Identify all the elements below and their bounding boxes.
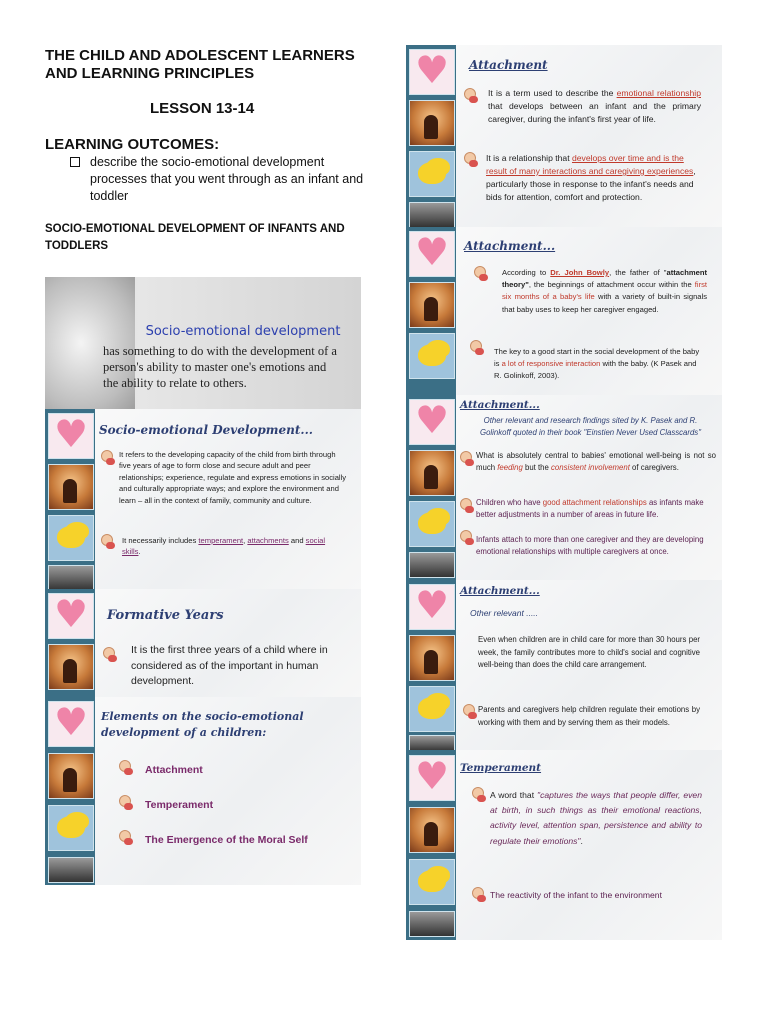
slide-intro: Other relevant and research findings sited by K. Pasek and R. Golinkoff quoted in their book "Einstien Never Used Classcards" [480,416,701,437]
duck-icon [48,805,94,851]
slide-icon-strip [45,589,95,697]
slide-paragraph [494,346,704,383]
slide-icon-strip [406,45,456,227]
baby-icon [117,829,135,847]
outcome-text: describe the socio-emotional development processes that you went through as an infant and toddler [90,155,364,203]
slide-title: Attachment... [464,239,556,253]
slide-icon-strip [406,395,456,580]
photo-icon [409,911,455,937]
text-run: What is absolutely central to babies' emotional well-being is not so much [476,451,716,473]
highlight-name: Dr. John Bowly [550,268,610,277]
slide-title: Socio-emotional Development... [99,423,313,437]
heart-icon [48,593,94,639]
slide-paragraph [476,497,716,521]
text-run: A word that [490,790,538,800]
slide-paragraph: It refers to the developing capacity of the child from birth through five years of age to form close and secure adult and peer relationships; experience, regulate and express emotions in socially and culturally appropriate ways; and explore the environment and learn – all in the context of family, community and culture. [119,450,347,505]
photo-icon [409,202,455,227]
slide-paragraph [488,87,701,126]
baby-icon [117,794,135,812]
slide-icon-strip [406,750,456,940]
slide-paragraph [476,450,716,474]
text-run: and [288,536,306,545]
text-run: , particularly those in response to the infant's needs and bids for attention, comfort and protection. [486,166,696,202]
slide-paragraph [502,267,707,316]
baby-icon [99,449,117,467]
bold-text: attachment theory" [502,268,707,290]
sunset-icon [409,807,455,853]
slide-elements [45,697,361,885]
photo-icon [409,552,455,578]
highlight-text: develops over time and is the result of many interactions and caregiving experiences [486,153,694,176]
heart-icon [48,701,94,747]
slide-temperament [406,750,722,940]
slide-title: Attachment [469,58,548,72]
text-run: It is a term used to describe the [488,88,617,98]
duck-icon [409,151,455,197]
slide-title: Attachment... [460,399,540,411]
text-run: It is a relationship that [486,153,572,163]
slide-attachment-2 [406,227,722,395]
heart-icon [409,49,455,95]
element-item: The Emergence of the Moral Self [145,834,308,846]
quote-text: "captures the ways that people differ, even at birth, in such things as their emotional reactions, activity level, attention span, persistence and ability to regulate their emotions" [490,790,702,846]
text-run: , [243,536,248,545]
duck-icon [409,333,455,379]
slide-title: Formative Years [107,608,224,623]
slide-icon-strip [45,409,95,589]
text-run: . [580,835,583,846]
text-run: The key to a good start in the social development of the baby is [494,347,700,369]
sunset-icon [409,450,455,496]
baby-icon [461,703,479,721]
baby-icon [468,339,486,357]
baby-icon [117,759,135,777]
slide-title: Temperament [460,762,542,774]
element-item: Temperament [145,799,214,811]
baby-icon [472,265,490,283]
sunset-icon [409,635,455,681]
slide-icon-strip [406,227,456,395]
slide-paragraph: Infants attach to more than one caregiver and they are developing emotional relationships with multiple caregivers at once. [476,535,704,557]
section-subheading: SOCIO-EMOTIONAL DEVELOPMENT OF INFANTS AND TODDLERS [45,223,345,252]
text-run: but the [522,463,552,473]
baby-icon [101,646,119,664]
text-run: , the father of " [609,268,667,277]
sunset-icon [409,100,455,146]
text-run: with a variety of built-in signals that baby uses to keep her caregiver engaged. [502,292,708,314]
highlight-text: consistent involvement [551,463,630,473]
slide-formative-years [45,589,361,697]
baby-icon [458,497,476,515]
baby-icon [458,450,476,468]
heart-icon [409,755,455,801]
outcome-item [70,154,370,205]
slide-title: Elements on the socio-emotional development of a children: [101,710,304,739]
baby-icon [462,151,480,169]
sunset-icon [409,282,455,328]
text-run: . [138,547,141,557]
slide-attachment-1 [406,45,722,227]
slide-paragraph [486,152,701,204]
slide-title: Attachment... [460,585,540,597]
slide-attachment-4 [406,580,722,750]
text-run: as infants make better adjustments in a number of areas in future life. [476,498,704,520]
checkbox-bullet-icon [70,157,80,167]
slide-paragraph: The reactivity of the infant to the environment [490,890,662,900]
sunset-icon [48,753,94,799]
heart-icon [409,584,455,630]
baby-icon [458,529,476,547]
photo-icon [48,565,94,589]
slide-socio-emotional [45,409,361,589]
lesson-number: LESSON 13-14 [150,100,255,117]
slide-icon-strip [45,697,95,885]
highlight-text: emotional relationship [616,88,701,98]
text-run: with the baby. (K Pasek and R. Golinkoff, 2003). [494,359,697,381]
duck-icon [48,515,94,561]
photo-icon [409,735,455,750]
slide-intro: Other relevant ..... [470,608,539,618]
duck-icon [409,686,455,732]
highlight-text: feeding [497,463,523,473]
text-run: that develops between an infant and the primary caregiver, during the infant's first year of life. [488,101,701,124]
text-run: Children who have [476,498,543,507]
duck-icon [409,501,455,547]
text-run: of caregivers. [629,463,679,473]
highlight-text: good attachment relationships [542,498,647,507]
sunset-icon [48,644,94,690]
element-item: Attachment [145,764,203,776]
link-attachments: attachments [247,536,289,545]
slide-paragraph [122,535,337,558]
slide-icon-strip [406,580,456,750]
baby-icon [470,886,488,904]
link-temperament: temperament [198,536,244,545]
highlight-text: a lot of responsive interaction [501,359,601,369]
slide-paragraph: Even when children are in child care for more than 30 hours per week, the family contributes more to child's social and cognitive well-being than does the child care arrangement. [478,635,700,670]
duck-icon [409,859,455,905]
text-run: According to [502,268,551,277]
text-run: , the beginnings of attachment occur within the [528,280,695,290]
slide-paragraph [490,788,702,849]
baby-icon [99,533,117,551]
sunset-icon [48,464,94,510]
baby-icon [462,87,480,105]
banner-body: has something to do with the development of a person's ability to master one's emotions and the ability to relate to others. [103,344,337,390]
slide-paragraph: It is the first three years of a child where in considered as of the important in human development. [131,644,328,687]
heart-icon [48,413,94,459]
photo-icon [48,857,94,883]
link-social-skills: social skills [122,536,326,557]
banner-slide [45,277,361,409]
outcomes-heading: LEARNING OUTCOMES: [45,136,220,153]
highlight-text: first six months of a baby's life [502,280,707,302]
text-run: It necessarily includes [122,536,199,545]
heart-icon [409,399,455,445]
baby-icon [470,786,488,804]
banner-title: Socio-emotional development [145,324,341,339]
slide-paragraph: Parents and caregivers help children regulate their emotions by working with them and by serving them as their models. [478,705,700,727]
heart-icon [409,231,455,277]
document-title: THE CHILD AND ADOLESCENT LEARNERS AND LEARNING PRINCIPLES [45,47,355,82]
slide-attachment-3 [406,395,722,580]
